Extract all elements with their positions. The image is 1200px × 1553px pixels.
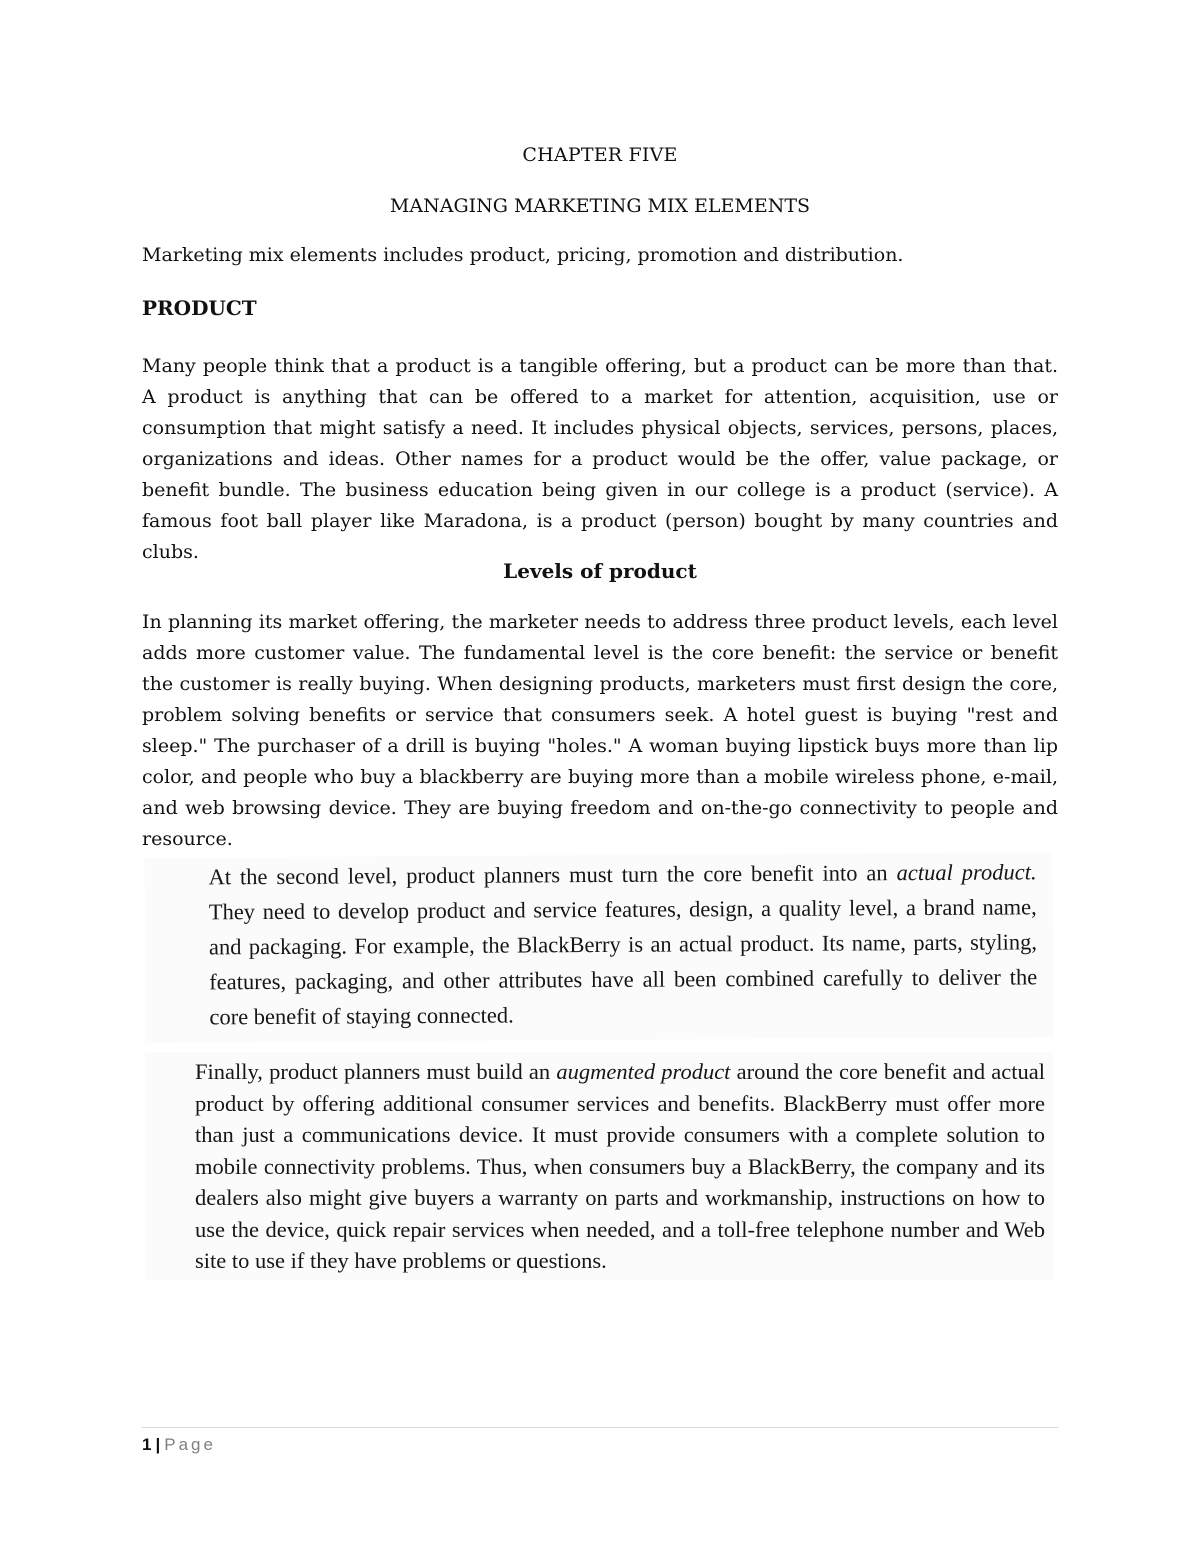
scan-2-text-after: around the core benefit and actual product by offering additional consumer services and benefits. BlackBerry must offer more than just a communications device. It must provide consumers with a complete solution to mobile connectivity problems. Thus, when consumers buy a BlackBerry, the company and its dealers also might give buyers a warranty on parts and workmanship, instructions on how to use the device, quick repair services when needed, and a toll-free telephone number and Web site to use if they have problems or questions. bbox=[195, 1059, 1045, 1273]
scan-2-text-before: Finally, product planners must build an bbox=[195, 1059, 557, 1084]
intro-paragraph: Marketing mix elements includes product, pricing, promotion and distribution. bbox=[142, 244, 904, 266]
footer-divider bbox=[142, 1427, 1058, 1428]
levels-heading: Levels of product bbox=[503, 559, 697, 583]
footer-separator: | bbox=[155, 1435, 161, 1454]
scan-2-emphasis: augmented product bbox=[556, 1059, 731, 1084]
scan-1-text-after: They need to develop product and service features, design, a quality level, a brand name, and packaging. For example, the BlackBerry is an actual product. Its name, parts, styling, features, packaging, and other attributes have all been combined carefully to deliver the core benefit of staying connected. bbox=[208, 894, 1038, 1030]
section-heading-product: PRODUCT bbox=[142, 296, 257, 320]
page-label: Page bbox=[164, 1435, 216, 1454]
scanned-paragraph-augmented-product bbox=[151, 1056, 1045, 1277]
page-footer bbox=[142, 1435, 216, 1455]
product-paragraph: Many people think that a product is a tangible offering, but a product can be more than that. A product is anything that can be offered to a market for attention, acquisition, use or consumption that might satisfy a need. It includes physical objects, services, persons, places, organizations and ideas. Other names for a product would be the offer, value package, or benefit bundle. The business education being given in our college is a product (service). A famous foot ball player like Maradona, is a product (person) bought by many countries and clubs. bbox=[142, 355, 1058, 563]
chapter-subtitle: MANAGING MARKETING MIX ELEMENTS bbox=[389, 195, 811, 217]
page-number: 1 bbox=[142, 1435, 152, 1454]
levels-paragraph: In planning its market offering, the marketer needs to address three product levels, each level adds more customer value. The fundamental level is the core benefit: the service or benefit the customer is really buying. When designing products, marketers must first design the core, problem solving benefits or service that consumers seek. A hotel guest is buying "rest and sleep." The purchaser of a drill is buying "holes." A woman buying lipstick buys more than lip color, and people who buy a blackberry are buying more than a mobile wireless phone, e-mail, and web browsing device. They are buying freedom and on-the-go connectivity to people and resource. bbox=[142, 611, 1058, 850]
scanned-excerpt-actual-product bbox=[144, 852, 1053, 1043]
chapter-title: CHAPTER FIVE bbox=[522, 144, 678, 166]
scanned-paragraph-actual-product bbox=[166, 854, 1037, 1034]
scan-1-emphasis: actual product. bbox=[896, 859, 1037, 886]
scan-1-text-before: At the second level, product planners must turn the core benefit into an bbox=[208, 860, 897, 890]
scanned-excerpt-augmented-product bbox=[145, 1052, 1053, 1280]
